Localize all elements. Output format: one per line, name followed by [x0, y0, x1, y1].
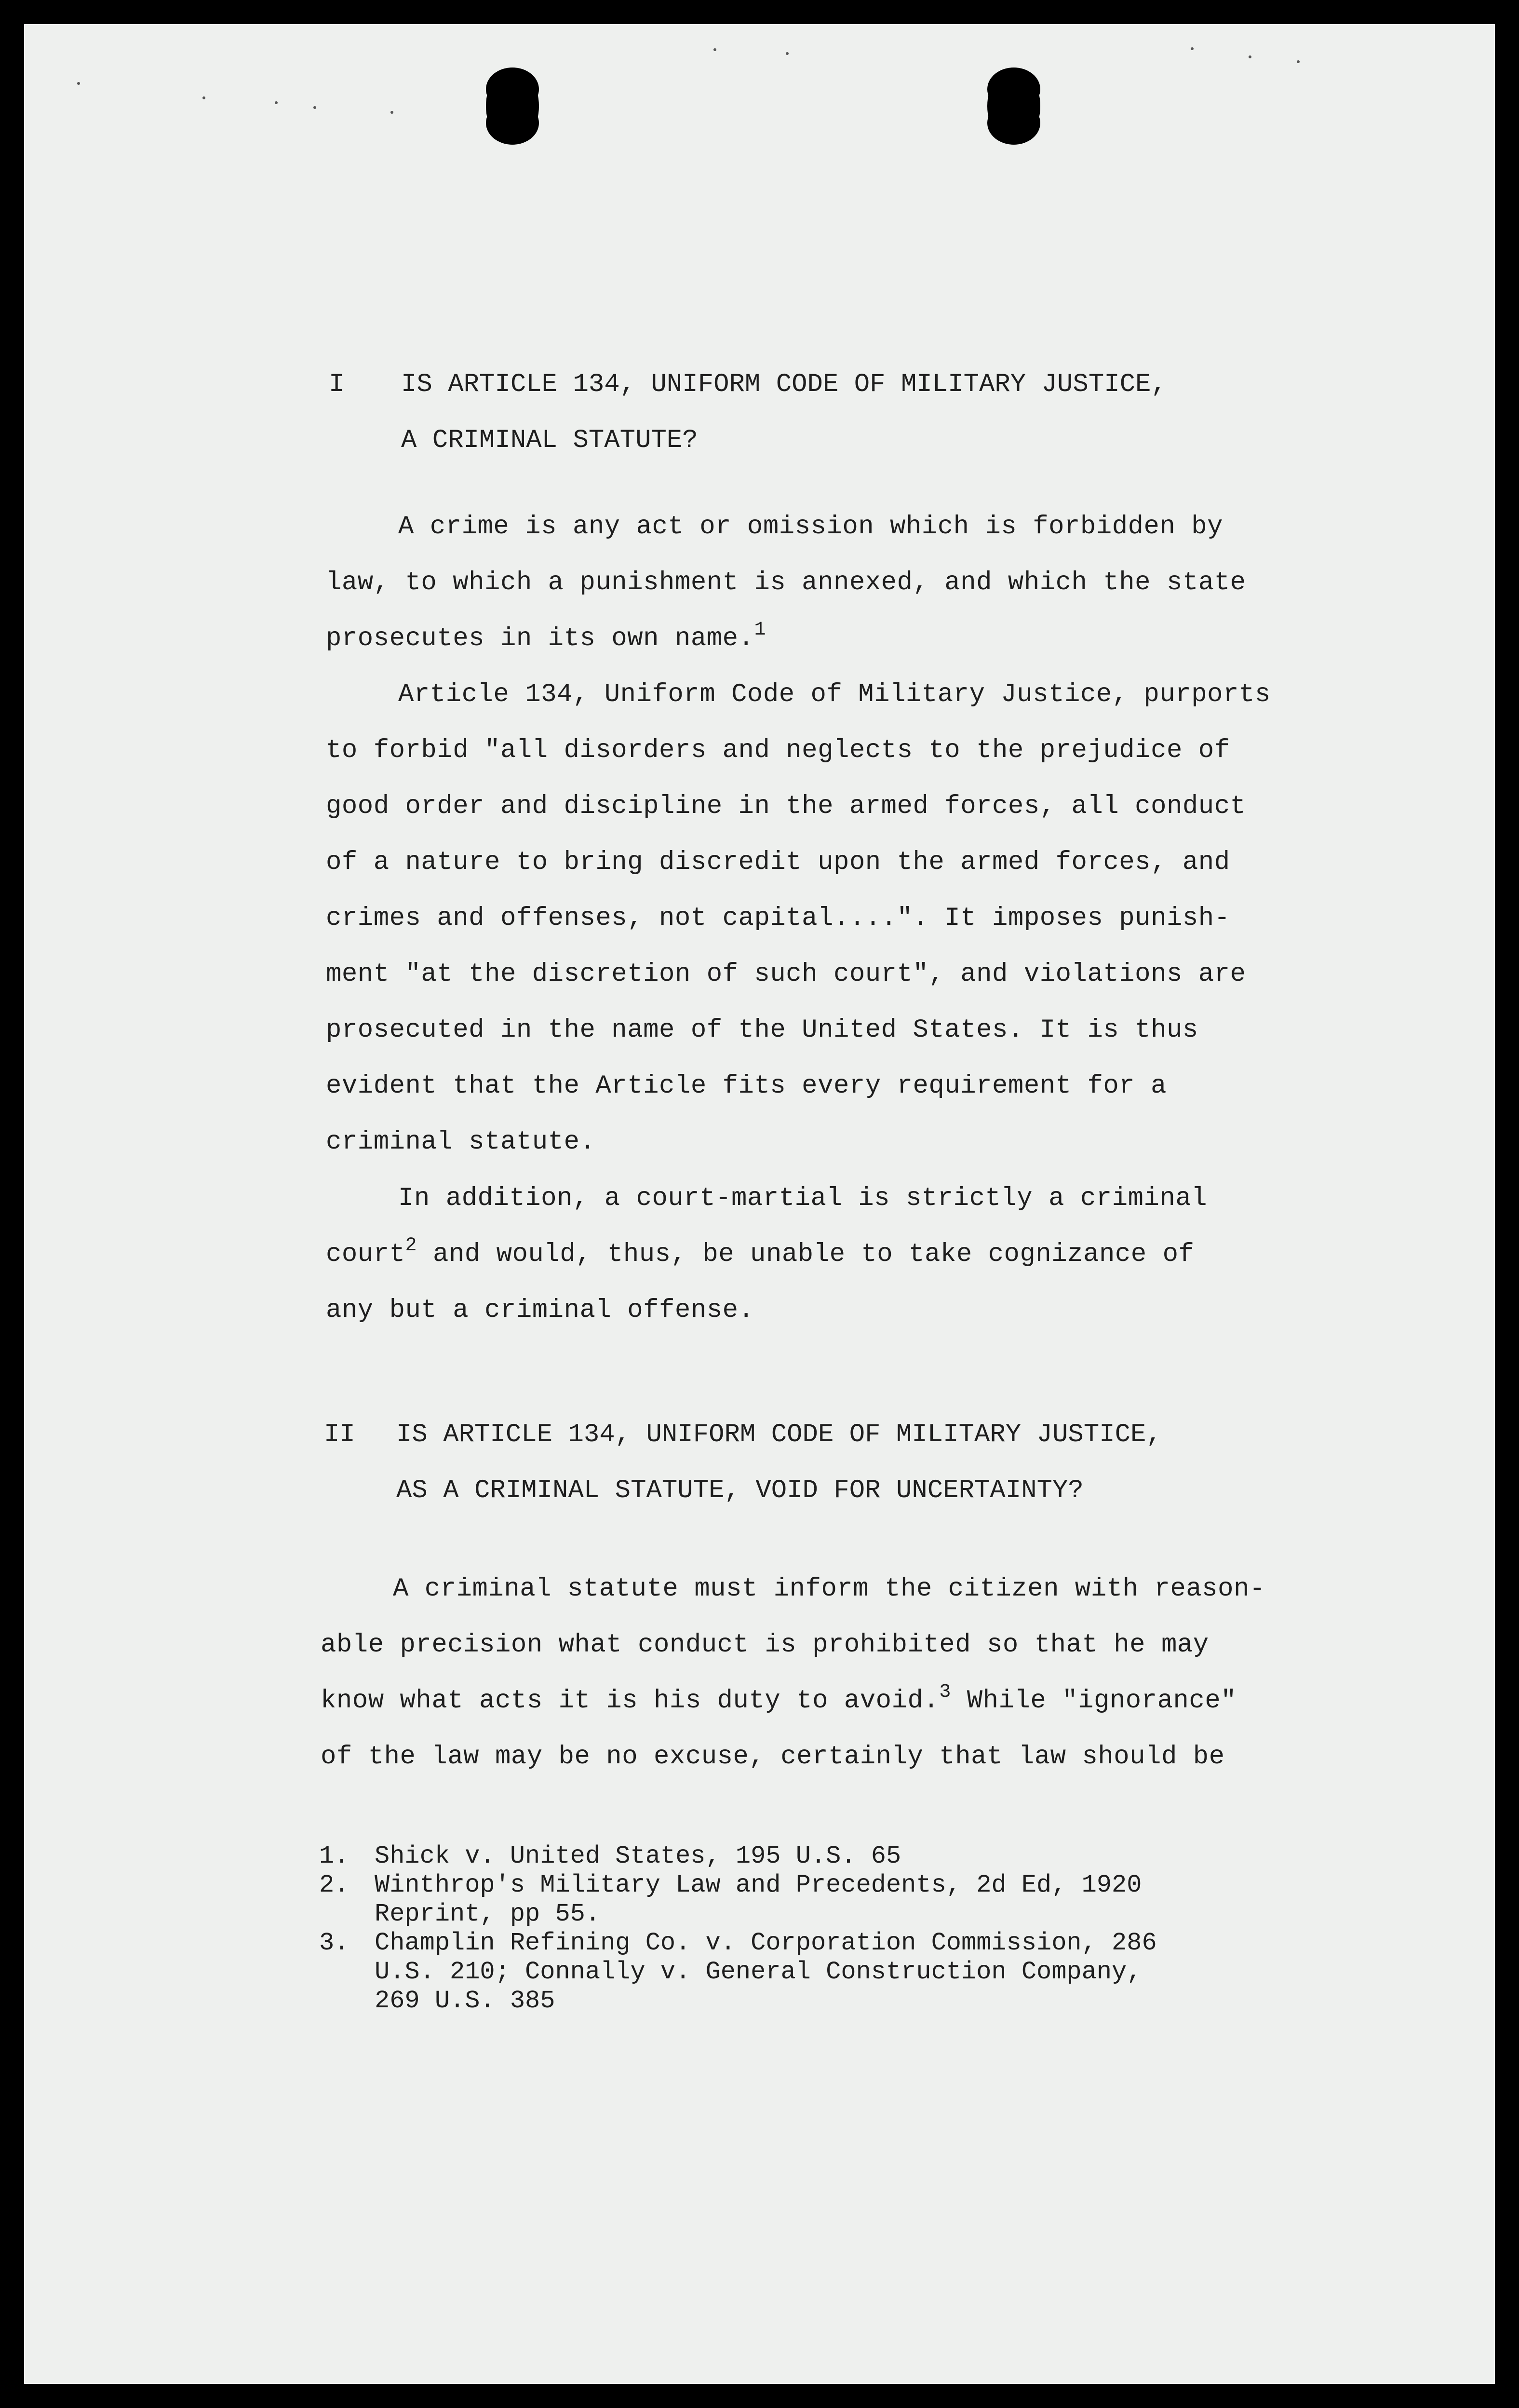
text-line: of a nature to bring discredit upon the armed forces, and: [326, 848, 1230, 877]
text-line: [326, 1227, 1207, 1283]
footnote-line: Shick v. United States, 195 U.S. 65: [375, 1842, 901, 1870]
text-line: any but a criminal offense.: [326, 1296, 754, 1325]
text-line: criminal statute.: [326, 1127, 596, 1157]
text-span: know what acts it is his duty to avoid.: [321, 1686, 940, 1716]
section-number: I: [329, 370, 345, 399]
footnote-line: Winthrop's Military Law and Precedents, 2d Ed, 1920: [375, 1871, 1142, 1899]
speck: [713, 48, 716, 51]
binder-hole-right: [987, 68, 1040, 145]
text-line: of the law may be no excuse, certainly that law should be: [321, 1742, 1225, 1772]
text-line: ment "at the discretion of such court", and violations are: [326, 960, 1246, 989]
text-line: In addition, a court-martial is strictly a criminal: [398, 1184, 1208, 1213]
footnote-number: 1.: [319, 1842, 350, 1870]
footnote-number: 2.: [319, 1871, 350, 1899]
paragraph-1: [326, 499, 1246, 667]
footnote-ref: 2: [405, 1235, 417, 1257]
speck: [313, 106, 316, 109]
text-line: [326, 611, 1246, 667]
section-heading-1: [329, 357, 1293, 469]
section-title-line: IS ARTICLE 134, UNIFORM CODE OF MILITARY JUSTICE,: [396, 1420, 1162, 1449]
speck: [77, 82, 80, 85]
text-line: good order and discipline in the armed forces, all conduct: [326, 792, 1246, 821]
document-page: [24, 24, 1495, 2384]
text-line: Article 134, Uniform Code of Military Justice, purports: [398, 680, 1271, 709]
section-title-line: IS ARTICLE 134, UNIFORM CODE OF MILITARY JUSTICE,: [401, 370, 1167, 399]
footnote-3: [319, 1929, 1283, 2016]
binder-hole-left: [486, 68, 539, 145]
section-title-line: A CRIMINAL STATUTE?: [401, 426, 698, 455]
paragraph-4: [321, 1561, 1265, 1785]
text-line: to forbid "all disorders and neglects to the prejudice of: [326, 736, 1230, 765]
text-span: and would, thus, be unable to take cognizance of: [417, 1240, 1195, 1269]
paragraph-3: [326, 1171, 1207, 1339]
text-span: prosecutes in its own name.: [326, 624, 754, 653]
speck: [202, 96, 205, 99]
text-line: A crime is any act or omission which is forbidden by: [398, 512, 1223, 541]
speck: [390, 111, 393, 114]
text-line: crimes and offenses, not capital....". It imposes punish-: [326, 904, 1230, 933]
speck: [1191, 47, 1194, 50]
speck: [786, 52, 789, 55]
footnote-ref: 1: [754, 619, 766, 641]
text-line: A criminal statute must inform the citizen with reason-: [393, 1574, 1265, 1604]
text-span: court: [326, 1240, 405, 1269]
speck: [1249, 55, 1251, 58]
paragraph-2: [326, 667, 1271, 1170]
text-line: evident that the Article fits every requirement for a: [326, 1071, 1167, 1101]
text-line: able precision what conduct is prohibited so that he may: [321, 1630, 1209, 1660]
text-line: [321, 1673, 1265, 1729]
footnote-line: Reprint, pp 55.: [375, 1900, 601, 1928]
footnote-2: [319, 1871, 1283, 1929]
footnote-1: [319, 1842, 1283, 1871]
speck: [1297, 60, 1300, 63]
section-title-line: AS A CRIMINAL STATUTE, VOID FOR UNCERTAINTY?: [396, 1476, 1084, 1505]
section-heading-2: [324, 1407, 1288, 1519]
text-span: While "ignorance": [951, 1686, 1237, 1716]
footnote-line: U.S. 210; Connally v. General Construction Company,: [375, 1958, 1142, 1986]
footnote-line: 269 U.S. 385: [375, 1987, 555, 2015]
speck: [275, 101, 278, 104]
footnote-ref: 3: [939, 1681, 951, 1703]
footnote-number: 3.: [319, 1929, 350, 1957]
text-line: prosecuted in the name of the United States. It is thus: [326, 1015, 1198, 1045]
text-line: law, to which a punishment is annexed, and which the state: [326, 568, 1246, 597]
section-number: II: [324, 1420, 355, 1449]
footnote-line: Champlin Refining Co. v. Corporation Commission, 286: [375, 1929, 1157, 1957]
